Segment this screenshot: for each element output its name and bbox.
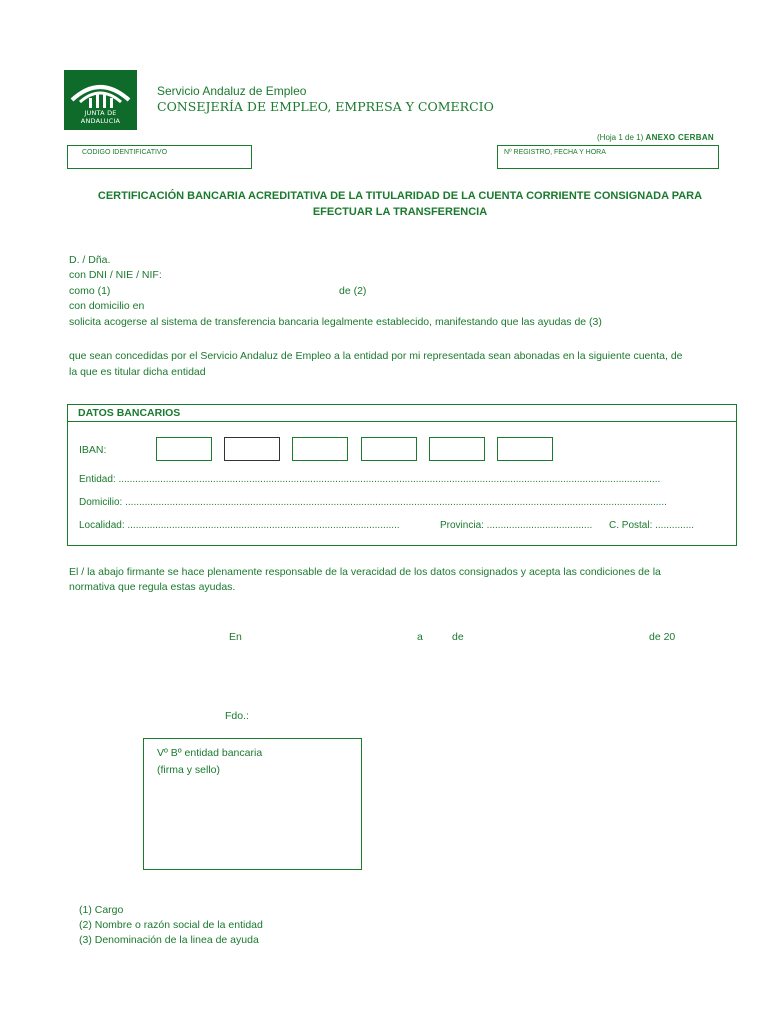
document-title	[90, 188, 710, 220]
iban-input-4[interactable]	[361, 437, 417, 461]
anexo-label: ANEXO CERBAN	[645, 133, 714, 142]
codigo-identificativo-field[interactable]	[67, 145, 252, 169]
title-line-1: CERTIFICACIÓN BANCARIA ACREDITATIVA DE LA TITULARIDAD DE LA CUENTA CORRIENTE CONSIGNADA PARA	[97, 190, 703, 202]
iban-input-1[interactable]	[156, 437, 212, 461]
note-3: (3) Denominación de la linea de ayuda	[79, 934, 259, 946]
iban-input-5[interactable]	[429, 437, 485, 461]
de-entidad-label: de (2)	[339, 285, 367, 297]
datos-bancarios-heading: DATOS BANCARIOS	[68, 405, 736, 422]
localidad-field[interactable]: Localidad: ..................................................................................................	[79, 520, 400, 531]
cpostal-field[interactable]: C. Postal: ..............	[609, 520, 695, 531]
don-label: D. / Dña.	[69, 254, 111, 266]
vb-line-1: Vº Bº entidad bancaria	[157, 747, 263, 759]
junta-andalucia-logo	[64, 70, 137, 130]
domicilio-bank-field[interactable]: Domicilio: ...................................................................................................................................................................................................	[79, 497, 667, 508]
fdo-label: Fdo.:	[225, 710, 249, 722]
date-en: En	[229, 631, 242, 643]
datos-bancarios-section	[67, 404, 737, 546]
consejeria-name: CONSEJERÍA DE EMPLEO, EMPRESA Y COMERCIO	[157, 99, 494, 114]
vb-entidad-bancaria-box[interactable]	[143, 738, 362, 870]
concedidas-text-1: que sean concedidas por el Servicio Andaluz de Empleo a la entidad por mi representada sean abonadas en la siguiente cuenta, de	[69, 350, 683, 362]
note-2: (2) Nombre o razón social de la entidad	[79, 919, 263, 931]
como-label: como (1)	[69, 285, 111, 297]
registro-field[interactable]	[497, 145, 719, 169]
dni-label: con DNI / NIE / NIF:	[69, 269, 162, 281]
iban-input-2[interactable]	[224, 437, 280, 461]
logo-text: JUNTA DE ANDALUCIA	[80, 109, 121, 125]
provincia-field[interactable]: Provincia: ......................................	[440, 520, 593, 531]
declaration-line-2: normativa que regula estas ayudas.	[69, 581, 236, 593]
iban-input-6[interactable]	[497, 437, 553, 461]
entidad-field[interactable]: Entidad: ...................................................................................................................................................................................................	[79, 474, 661, 485]
note-1: (1) Cargo	[79, 904, 124, 916]
org-name: Servicio Andaluz de Empleo	[157, 84, 307, 98]
codigo-label: CODIGO IDENTIFICATIVO	[82, 149, 168, 156]
hoja-label: (Hoja 1 de 1)	[597, 133, 644, 142]
solicita-text: solicita acogerse al sistema de transferencia bancaria legalmente establecido, manifestando que las ayudas de (3)	[69, 316, 602, 328]
iban-label: IBAN:	[79, 444, 107, 456]
vb-line-2: (firma y sello)	[157, 764, 221, 776]
title-line-2: EFECTUAR LA TRANSFERENCIA	[312, 206, 488, 218]
registro-label: Nº REGISTRO, FECHA Y HORA	[504, 149, 606, 156]
concedidas-text-2: la que es titular dicha entidad	[69, 366, 206, 378]
date-de: de	[452, 631, 464, 643]
declaration-line-1: El / la abajo firmante se hace plenamente responsable de la veracidad de los datos consignados y acepta las condiciones de la	[69, 566, 661, 578]
domicilio-label: con domicilio en	[69, 300, 145, 312]
date-de20: de 20	[649, 631, 676, 643]
iban-input-3[interactable]	[292, 437, 348, 461]
sheet-info	[597, 133, 714, 142]
date-a: a	[417, 631, 423, 643]
